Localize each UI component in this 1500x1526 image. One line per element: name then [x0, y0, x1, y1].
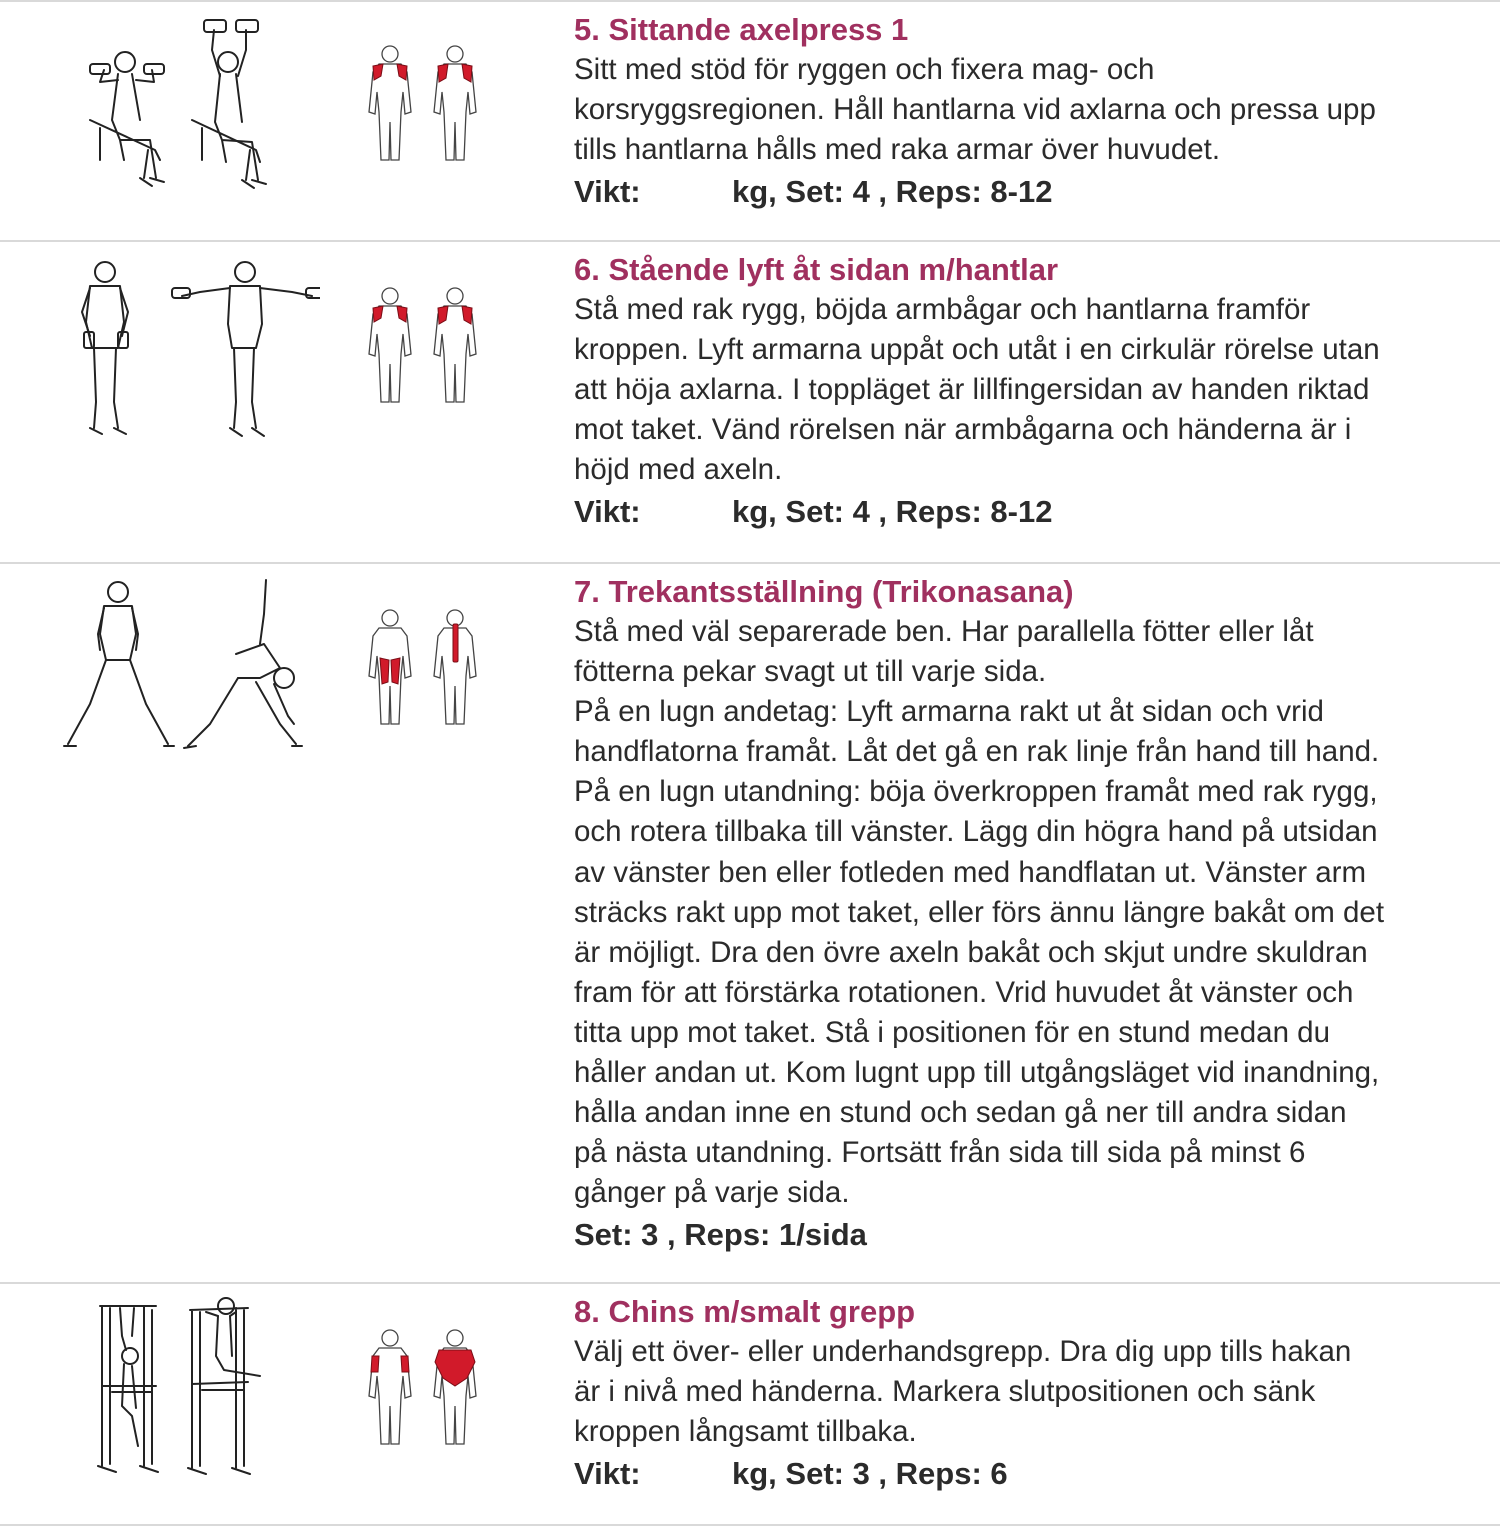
description-line: höjd med axeln.	[574, 453, 783, 487]
exercise-params	[574, 1452, 1500, 1496]
description-line: håller andan ut. Kom lugnt upp till utgångsläget vid inandning,	[574, 1056, 1380, 1090]
description-line: tills hantlarna hålls med raka armar över huvudet.	[574, 133, 1221, 167]
description-line: av vänster ben eller fotleden med handflatan ut. Vänster arm	[574, 855, 1367, 889]
description-line: fötterna pekar svagt ut till varje sida.	[574, 655, 1047, 689]
exercise-params	[574, 1213, 1500, 1257]
description-line: att höja axlarna. I toppläget är lillfingersidan av handen riktad	[574, 373, 1370, 407]
hamstring-spine-muscle-map	[355, 606, 495, 736]
description-line: titta upp mot taket. Stå i positionen för en stund medan du	[574, 1015, 1330, 1049]
description-line: gånger på varje sida.	[574, 1176, 850, 1210]
triangle-pose-illustration	[60, 574, 320, 774]
exercise-title: 7. Trekantsställning (Trikonasana)	[574, 574, 1074, 609]
exercise-row	[0, 562, 1500, 1282]
description-line: hålla andan inne en stund och sedan gå ner till andra sidan	[574, 1096, 1347, 1130]
description-line: mot taket. Vänd rörelsen när armbågarna och händerna är i	[574, 413, 1352, 447]
exercise-title: 5. Sittande axelpress 1	[574, 12, 909, 47]
exercise-title: 6. Stående lyft åt sidan m/hantlar	[574, 252, 1059, 287]
exercise-row	[0, 1282, 1500, 1526]
exercise-description	[574, 1332, 1500, 1452]
exercise-params	[574, 490, 1500, 534]
weight-label: Vikt:	[574, 1456, 641, 1492]
deltoid-muscle-map	[355, 284, 495, 414]
description-line: och rotera tillbaka till vänster. Lägg din högra hand på utsidan	[574, 815, 1378, 849]
exercise-title: 8. Chins m/smalt grepp	[574, 1294, 916, 1329]
weight-label: Vikt:	[574, 174, 641, 210]
exercise-description	[574, 290, 1500, 490]
set-reps-text: kg, Set: 4 , Reps: 8-12	[732, 494, 1053, 530]
description-line: Sitt med stöd för ryggen och fixera mag- och	[574, 53, 1155, 86]
exercise-description	[574, 612, 1500, 1213]
description-line: Stå med väl separerade ben. Har parallella fötter eller låt	[574, 615, 1314, 648]
description-line: korsryggsregionen. Håll hantlarna vid axlarna och pressa upp	[574, 93, 1376, 127]
description-line: är möjligt. Dra den övre axeln bakåt och skjut undre skuldran	[574, 935, 1368, 969]
biceps-back-muscle-map	[355, 1326, 495, 1456]
lateral-raise-illustration	[60, 252, 320, 452]
set-reps-text: kg, Set: 4 , Reps: 8-12	[732, 174, 1053, 210]
exercise-description	[574, 50, 1500, 170]
set-reps-text: kg, Set: 3 , Reps: 6	[732, 1456, 1008, 1492]
description-line: på nästa utandning. Fortsätt från sida till sida på minst 6	[574, 1136, 1306, 1170]
exercise-row	[0, 240, 1500, 562]
description-line: sträcks rakt upp mot taket, eller förs ännu längre bakåt om det	[574, 895, 1385, 929]
description-line: fram för att förstärka rotationen. Vrid huvudet åt vänster och	[574, 975, 1354, 1009]
weight-label: Vikt:	[574, 494, 641, 530]
deltoid-muscle-map	[355, 42, 495, 172]
description-line: kroppen långsamt tillbaka.	[574, 1415, 917, 1449]
description-line: På en lugn andetag: Lyft armarna rakt ut åt sidan och vrid	[574, 695, 1324, 729]
chin-up-illustration	[60, 1296, 320, 1496]
exercise-row	[0, 0, 1500, 240]
description-line: kroppen. Lyft armarna uppåt och utåt i en cirkulär rörelse utan	[574, 333, 1380, 367]
description-line: handflatorna framåt. Låt det gå en rak linje från hand till hand.	[574, 735, 1380, 769]
description-line: Stå med rak rygg, böjda armbågar och hantlarna framför	[574, 293, 1311, 326]
description-line: Välj ett över- eller underhandsgrepp. Dra dig upp tills hakan	[574, 1335, 1352, 1368]
set-reps-text: Set: 3 , Reps: 1/sida	[574, 1217, 867, 1253]
description-line: På en lugn utandning: böja överkroppen framåt med rak rygg,	[574, 775, 1378, 809]
exercise-params	[574, 170, 1500, 214]
description-line: är i nivå med händerna. Markera slutpositionen och sänk	[574, 1375, 1316, 1409]
seated-shoulder-press-illustration	[60, 10, 320, 210]
